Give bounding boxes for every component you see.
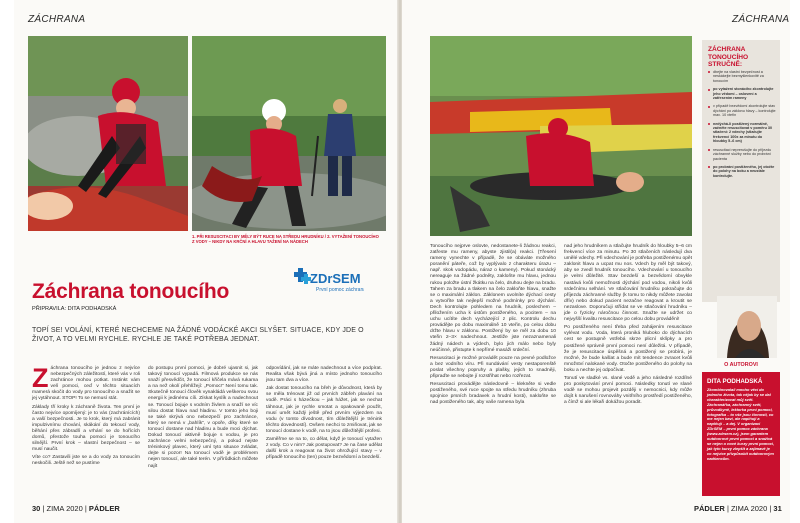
sidebar-item: nedýchá-li postižený normálně, začněte resuscitovat v poměru 30 stlačení: 2 vdechy (stlačujte frekvencí 100x za minutu do hloubky 5–6 cm) (708, 122, 776, 144)
paragraph: Tonutí ve sladké vs. slané vodě a jeho následné rozdílné pro poskytování první pomoci. Následky tonutí ve slané vodě se mohou projevit později v nemocnici, kdy může dojít k narušení rovnováhy vnitřního prostředí postiženého, a čímž si ale lékaři dokážou poradit. (564, 375, 692, 406)
paragraph: Zaměřme se na to, co dělat, když je tonoucí vytažen z vody. Co v nim? Jak postupovat? Je na čase udělat další krok a reagovat na život ohrožující stavy – v případě tonoucího (ten) pouze bezvědomí a bezdeší. (266, 437, 382, 461)
paragraph: Víte co? Zastavíli jste se a do vody za tonoucím neskočili. Ještě než se pustíme (32, 455, 140, 467)
sidebar-item: v případě bezvědomí zkontrolujte stav dýchání po záklonu hlavy – kontrolujte max. 10 vteřin (708, 104, 776, 117)
left-column-3 (266, 366, 382, 463)
sidebar-list (708, 70, 776, 182)
paragraph: Resuscitaci je možné provádět pouze na pevné podložce a bez vodního víru. Při sundávání vesty nestaporenště poslat všechny popruhy a plašky, jejich to snadněji, připraďte se nebojte jí rozstřihat nebo rozřezat. (430, 355, 556, 379)
page-number-left: 30 (32, 504, 41, 513)
paragraph: Po postiženého není třeba před zahájením resuscitace vylévat vodu. Voda, která proniká hluboko do dýchacích cest se postupně vstřebá skrze plicní sklípky a pro postižené správně první pomoci není důležitá. V případě, že je resuscitace úspěšná a postižený se probírá, je možné, že bude kašlat a bude mít tendence zvracet kvůli množství nalokané vody. Otočte postiženého do polohy na boku a nechte jej odpočívat. (564, 325, 692, 373)
drop-cap: Z (32, 363, 49, 393)
sidebar-item: po vytažení stonácího zkontrolujte jeho vědomí – oslovení a zatřesením rameny (708, 87, 776, 100)
author-label: O AUTOROVI (724, 362, 758, 368)
logo-sub-text: První pomoc záchrana (316, 287, 364, 293)
section-label-left: ZÁCHRANA (28, 14, 86, 25)
magazine-name-right: PÁDLER (694, 504, 725, 513)
paragraph: odpovídání, jak se máte nadechnout a více podpírat. Realita však bývá jiná a místo jednoho tonoucího jsou tam dva a více. (266, 366, 382, 384)
paragraph: Základy tří kroky k záchraně života. Ten první je často nejvíce opomíjený: je to vás (zachránících) a vaší bezpečnosti. Je to krok, který má zabránit impulzivnímu chování, skákání do tekoucí vody, běhání přes zábradlí a vrhání se do hořících domů, přestože touha pomoci je tonoucího silnější. První krok – vlastní bezpečnost – se musí naučit. (32, 404, 140, 453)
right-column-1 (430, 244, 556, 408)
sidebar-item: po probrání postiženého, jej otočte do polohy na boku a neustále kontrolujte. (708, 165, 776, 178)
paragraph: Jak dostat tonoucího na břeh je důvodnost, která by se měla trénovat již od prvních zábřeh plavání na vodě. Práci s házečkou – jak hážet, jak se nechat táhnout, jak je rychle smotat a opakovaně použít, musí umět každý ještě před prvním výjezdem na vodu (v tomto dívodnost, tím důležitější je trénink těchto dovedností). Ovšem nechci to zmiňovat, jak se tonoucí dostane k vodě, na to jsou důležitější profesi. (266, 386, 382, 434)
article-credit: PŘIPRAVILA: DITA PODHADSKÁ (32, 306, 117, 312)
footer-sep: | (84, 504, 89, 513)
photo-cpr-kayaks (430, 36, 692, 236)
sidebar-item: resuscitaci neprerušujte do příjezdu záchranné služby nebo do probrání pacienta (708, 148, 776, 161)
sidebar-item: dbejte na vlastní bezpečnost a neskákejte bezmyšlenkovitě za tonoucím (708, 70, 776, 83)
page-number-right: 31 (773, 504, 782, 513)
left-column-2 (148, 366, 258, 472)
magazine-name-left: PÁDLER (88, 504, 120, 513)
issue-label-left: ZIMA 2020 (46, 504, 83, 513)
section-label-right: ZÁCHRANA (732, 14, 790, 25)
photo-caption: 1. PŘI RESUSCITACI BY MĚLY BÝT RUCE NA STŘEDU HRUDNÍKU / 2. VYTAŽENÍ TONOUCÍHO Z VODY – NIKDY NA KRČNÍ A HLAVU TAŽENÍ NA NÁDECH (192, 234, 379, 245)
author-name: DITA PODHADSKÁ (707, 378, 763, 385)
right-column-2 (564, 244, 692, 408)
left-page (14, 0, 398, 523)
sidebar-title: ZÁCHRANA TONOUCÍHO STRUČNĚ: (708, 46, 749, 69)
right-footer (694, 504, 782, 513)
footer-sep: | (726, 504, 731, 513)
summary-sidebar (702, 40, 780, 302)
paragraph: Tonoucího nejprve oslovte, nedostanete-li žádnou reakci, zatřeste mu rameny, abyste zjistil(a) reakci. (Třesení rameny vynechte v případě, že se obáváte možného poranění páteře, což by vyplývalo z charakteru úrazu – např. skok vodopádu, náraz o kameny). Pokud stonácký nereaguje na žádné podněty, zakloňte mu hlavu, jednou rukou položte ústní žkátku na čelo, druhou dejte na bradu. Tahem za bradu a tlakem na čelo zakloňte hlavu, snažte se o maximální záklon. Záklonem uvolníte dýchací cesty a vytvoříte tak nejlepší možné podmínky pro dýchání. Dech kontrolujte pohledem na hrudník, poslechem – přiložením ucha k ústům postiženého, a pocitem – na uchu ucítíte dech vycházející z plic. Kontrolu dechu provádějte po dobu maximálně 10 vteřin, po celou dobu držte hlavu v záklonu. Postižený by se měl za dobu 10 vteřin 2–3× nadechnout. Jestliže jste nezaznamenali žádný nádech a výdech, bylo jich málo nebo byly neúčinné, přistupte k nepřímé masáži srdeční. (430, 244, 556, 353)
left-footer (32, 504, 120, 513)
footer-sep: | (769, 504, 774, 513)
footer-sep: | (42, 504, 47, 513)
article-lead: TOPÍ SE! VOLÁNÍ, KTERÉ NECHCEME NA ŽÁDNÉ VODÁCKÉ AKCI SLYŠET. SITUACE, KDY JDE O ŽIVOT, A TO VELMI RYCHLE. RYCHLE JE TAKÉ POTŘEBA JEDNAT. (32, 327, 364, 343)
logo-main-text: ZDrSEM (310, 271, 361, 286)
photo-water-rescue (192, 36, 386, 231)
author-bio: Zkombinovala/i mnoho věcí do jednoho života, tak nějak by se dal charakterizovat můj svět. Záchranářka, záchranný svět, průvodkyně, lektorka první pomoci, fotografka – to vše jsou činnosti, co me nejen baví, ale naplňují a naplňují – a dej. V organizaci ZDrSEM – první pomoc záchrana (www.zdrsem.cz), jsem garantem outdoorové první pomoci a snaživá se nejen o nové kurzy první pomoci, jak tyto kurzy zlepšit a zajímavě je co nejvíce přizpůsobit outdoorovým nadšencům. (707, 387, 775, 461)
photo-cpr-rescue (28, 36, 188, 231)
author-box (702, 372, 780, 496)
author-photo (717, 296, 777, 358)
issue-label-right: ZIMA 2020 (730, 504, 768, 513)
left-column-1 (32, 363, 140, 470)
paragraph: Resuscitaci provádějte následovně – klekněte si vedle postiženého, své ruce spojte na středu hrudníku (zhruba spojnice prsních bradavek a hrudní kosti), nakloňte se nad postiženého tak, aby vaše ramena byla (430, 382, 556, 406)
paragraph: do postupu první pomoci, je dobré ujasnit si, jak takový tonoucí vypadá. Filmová produkce se nás snaží přesvědčit, že tonoucí křičela mává rukama a na než okolí přehlížejí: „Pomoc!“ Není tomu tak. Skutečně tonoucí člověk vynakládá veškerou svou energii k jedinému cíli. Získat kyslík a nadechnout se. Tonoucí bojuje s vodním živlem a snaží se víc silou dostat hlavu nad hladinu. V tomto jeho boji se také skrývá ono nebezpečí pro zachránce, který se nemá v „bahlík“, v opoře, díky které se tonoucí dostane nad hladinu a bude moci dýchat. Dokud tonoucí aktivně bojuje s vodou, je pro zachránce velmi nebezpečný, a pokud nejste tréninkový plavec, který umí tyto situace zvládat, dejte si pozor! Na tonoucí vodě je problémem nejen tonoucí, ale také terén. V přírůdkách můžete najít (148, 366, 258, 469)
zdrsem-logo (294, 264, 364, 302)
article-title: Záchrana tonoucího (32, 280, 230, 303)
right-page (402, 0, 790, 523)
paragraph: nad jeho hrudníkem a stlačujte hrudník do hloubky 5–6 cm frekvencí více za minutu. Po 30 stlačeních následují dva umělé vdechy. Při vdechování je potřeba postiženému opět zaklonit hlavu a ucpat mu nos. Vdech by měl být takový, aby se zvedl hrudník tonoucího. Vdechování u tonoucího je velmi důležité. Stav bezdeší a bezvědomí obvykle nastává kvůli nemožnosti dýchání pod vodou, nikoli kvůli srdečnímu selhání. Ve stlačování hrudníku pokračujte do příjezdu záchranné služby (k tomu to nikdy můžete zavolat dřív) nebo dokud pacient nezačne reagovat a kroutit se nezaslove. Doporučuji střídat se ve stlačování hrudníku – jde o fyzicky náročnou činnost. Snažte se udržet co nejvyšší kvalitu resuscitace po celou dobu provádění! (564, 244, 692, 323)
paragraph: áchrana tonoucího je jednou z nejvíce nebezpečných záležitostí, které vás v roli zachránce mohou potkat. Instinkt vám velí pomoci, ceď v těchto situacích mamerá skočit do vody pro tonoucího a snažit se jej vytáhnout. STOP! To se nemusí stát. (32, 366, 140, 402)
